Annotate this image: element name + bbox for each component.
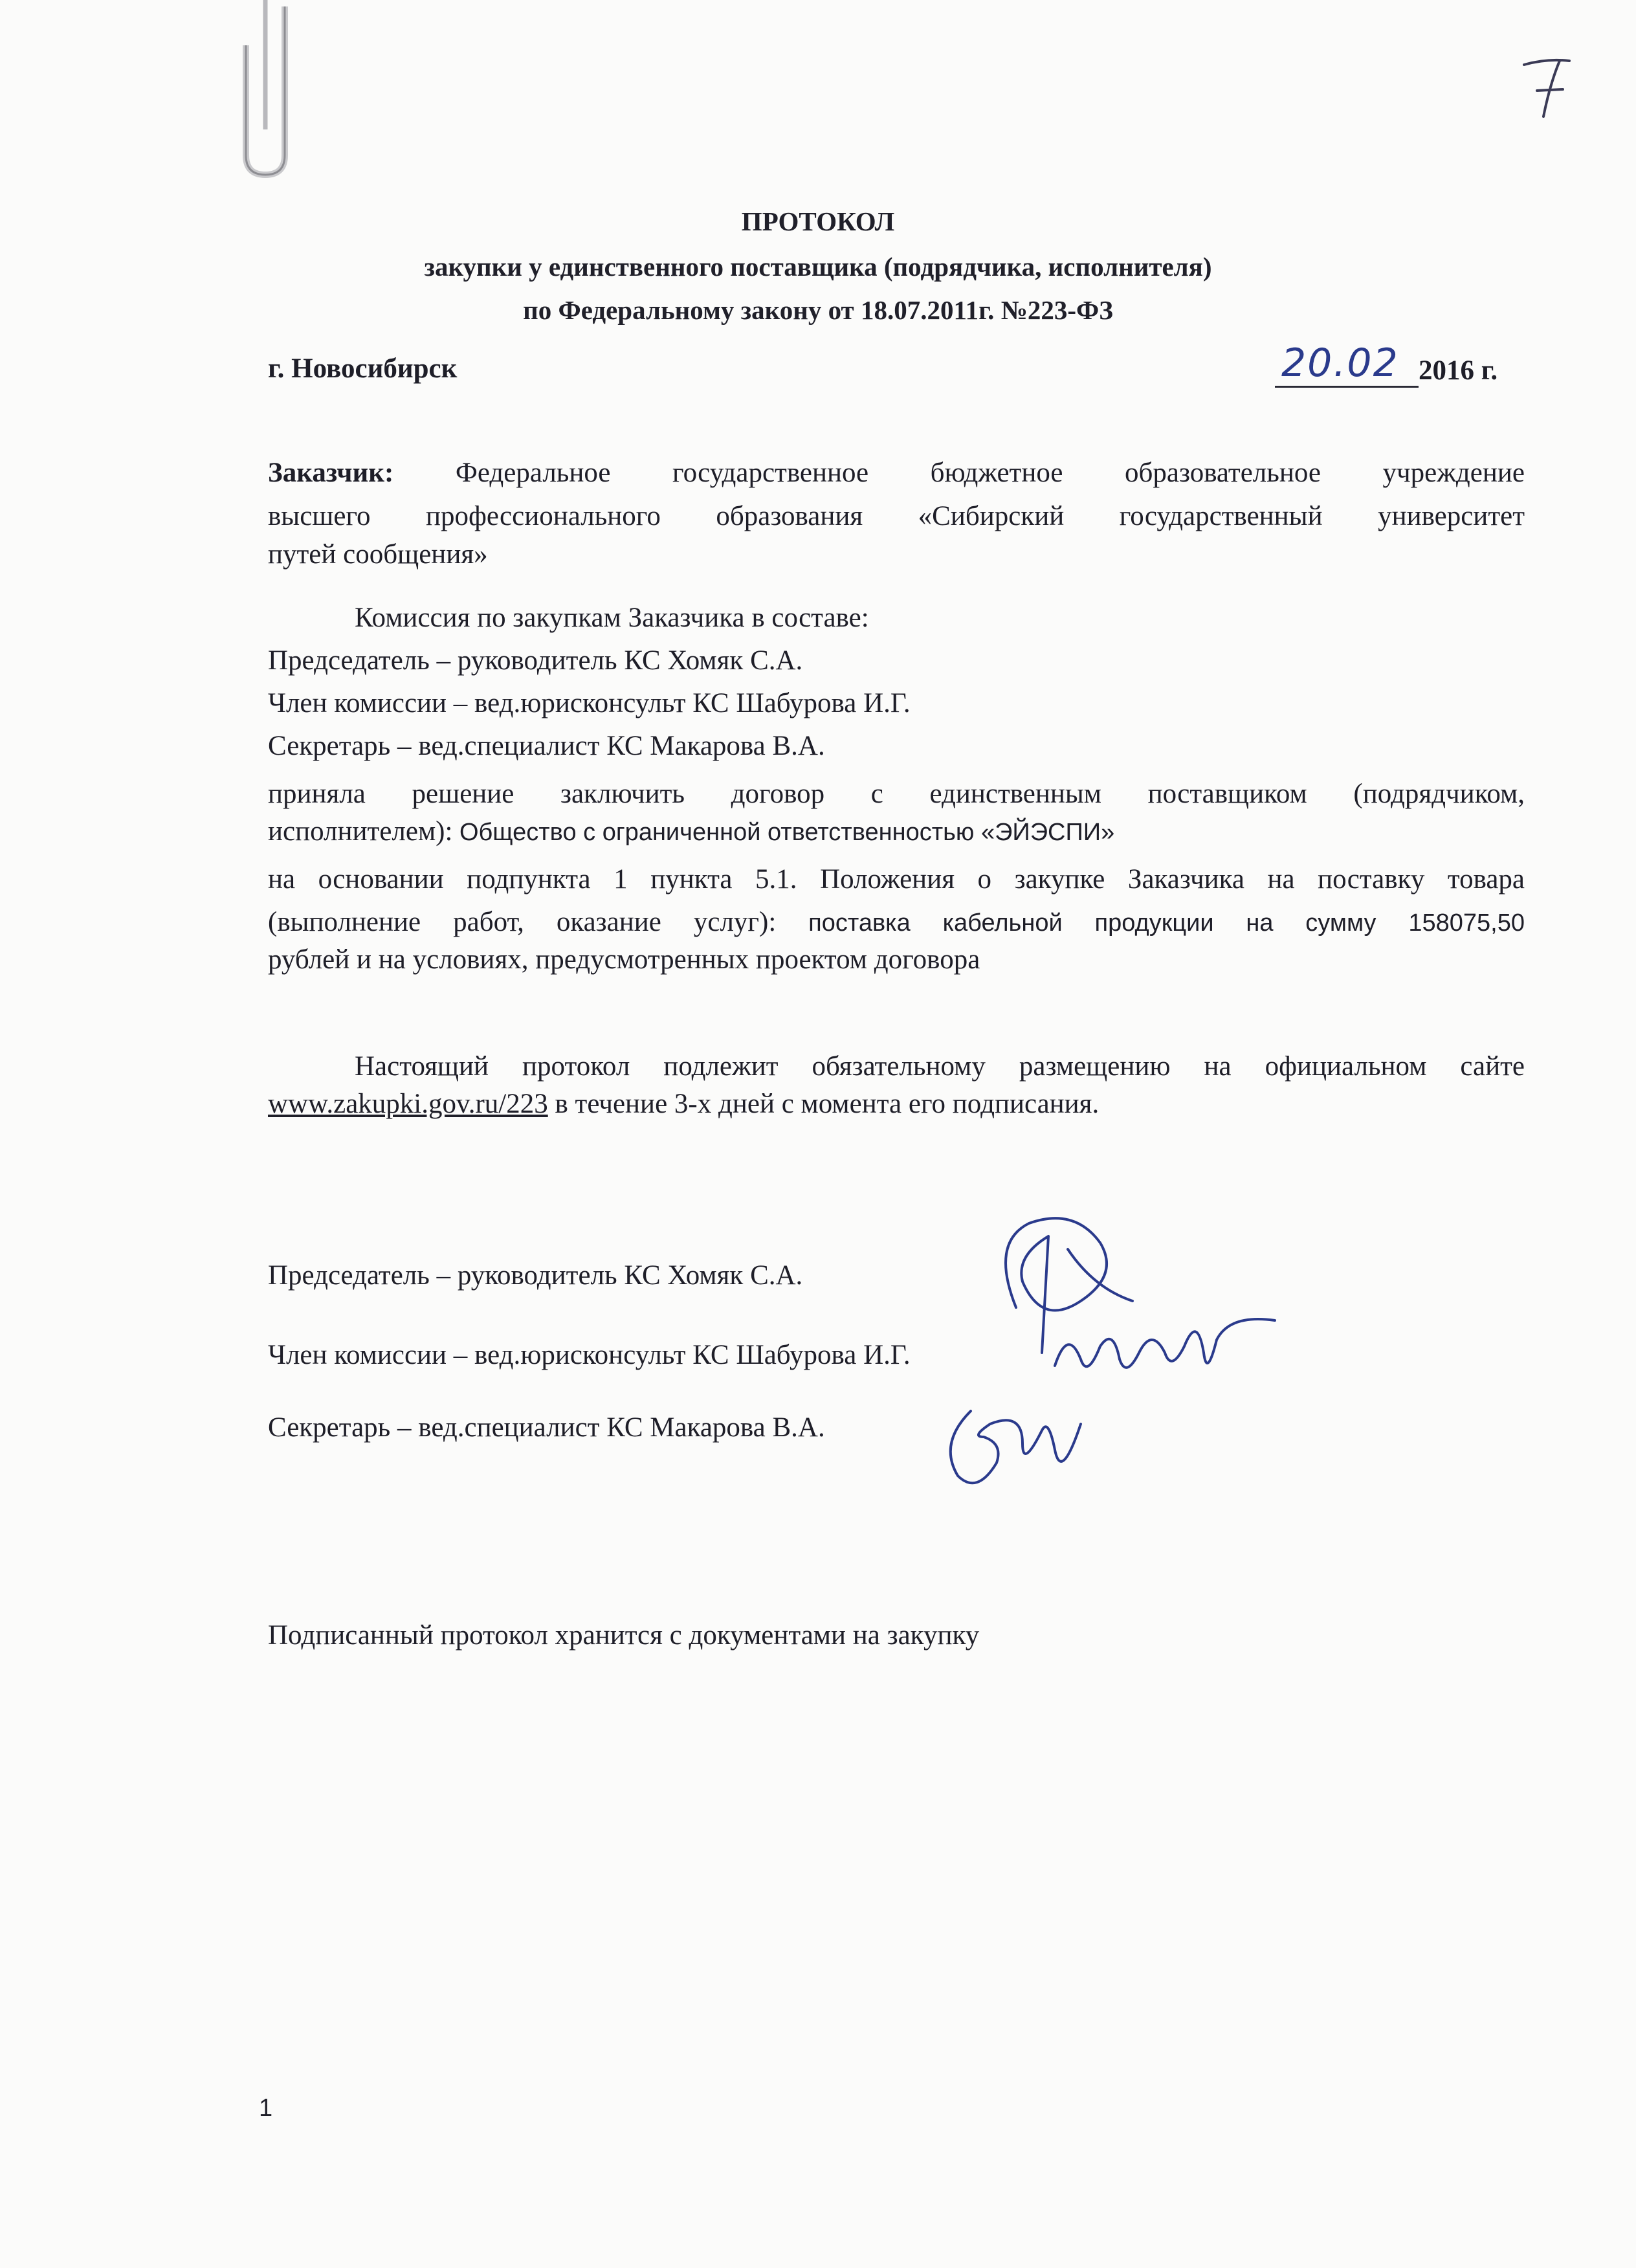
document-date bbox=[1275, 340, 1534, 392]
signature-member-label: Член комиссии – вед.юрисконсульт КС Шабурова И.Г. bbox=[268, 1340, 911, 1370]
decision-line-4-main: (выполнение работ, оказание услуг): bbox=[268, 907, 777, 937]
customer-line-3: путей сообщения» bbox=[268, 539, 488, 570]
date-year: 2016 г. bbox=[1419, 355, 1498, 386]
commission-intro: Комиссия по закупкам Заказчика в составе: bbox=[355, 603, 869, 633]
handwritten-date: 20.02 bbox=[1281, 340, 1399, 386]
decision-line-5: рублей и на условиях, предусмотренных проектом договора bbox=[268, 944, 980, 975]
customer-line-2: высшего профессионального образования «Сибирский государственный университет bbox=[268, 501, 1525, 531]
decision-line-2 bbox=[268, 816, 1114, 847]
commission-secretary: Секретарь – вед.специалист КС Макарова В.А. bbox=[268, 731, 825, 761]
customer-name-part-1: Федеральное государственное бюджетное образовательное учреждение bbox=[455, 458, 1525, 488]
decision-line-4 bbox=[268, 901, 1525, 944]
decision-line-2-main: исполнителем): bbox=[268, 816, 453, 847]
footer-note: Подписанный протокол хранится с документами на закупку bbox=[268, 1620, 980, 1651]
publication-line-2-rest: в течение 3-х дней с момента его подписания. bbox=[547, 1089, 1100, 1119]
handwritten-page-mark bbox=[1514, 52, 1579, 123]
commission-member: Член комиссии – вед.юрисконсульт КС Шабурова И.Г. bbox=[268, 688, 911, 718]
customer-label: Заказчик: bbox=[268, 458, 394, 488]
secretary-signature bbox=[932, 1385, 1100, 1502]
publication-line-1: Настоящий протокол подлежит обязательному размещению на официальном сайте bbox=[355, 1051, 1525, 1082]
commission-chair: Председатель – руководитель КС Хомяк С.А. bbox=[268, 645, 803, 676]
customer-line-1 bbox=[268, 452, 1525, 494]
zakupki-link[interactable]: www.zakupki.gov.ru/223 bbox=[268, 1089, 548, 1119]
document-subtitle: закупки у единственного поставщика (подрядчика, исполнителя) bbox=[424, 252, 1212, 282]
purchase-item: поставка кабельной продукции на сумму 158075,50 bbox=[776, 909, 1525, 937]
document-place: г. Новосибирск bbox=[268, 353, 458, 384]
document-law-reference: по Федеральному закону от 18.07.2011г. №223-ФЗ bbox=[523, 295, 1113, 325]
date-underline bbox=[1275, 386, 1419, 388]
decision-line-3: на основании подпункта 1 пункта 5.1. Положения о закупке Заказчика на поставку товара bbox=[268, 864, 1525, 895]
member-signature bbox=[1042, 1301, 1288, 1398]
page-number: 1 bbox=[259, 2095, 273, 2122]
document-title: ПРОТОКОЛ bbox=[741, 206, 895, 236]
supplier-name: Общество с ограниченной ответственностью «ЭЙЭСПИ» bbox=[452, 819, 1115, 846]
signature-secretary-label: Секретарь – вед.специалист КС Макарова В.А. bbox=[268, 1412, 825, 1443]
paper-clip-icon bbox=[233, 0, 317, 188]
signature-chair-label: Председатель – руководитель КС Хомяк С.А. bbox=[268, 1260, 803, 1291]
decision-line-1: приняла решение заключить договор с единственным поставщиком (подрядчиком, bbox=[268, 779, 1525, 809]
publication-line-2 bbox=[268, 1088, 1099, 1120]
